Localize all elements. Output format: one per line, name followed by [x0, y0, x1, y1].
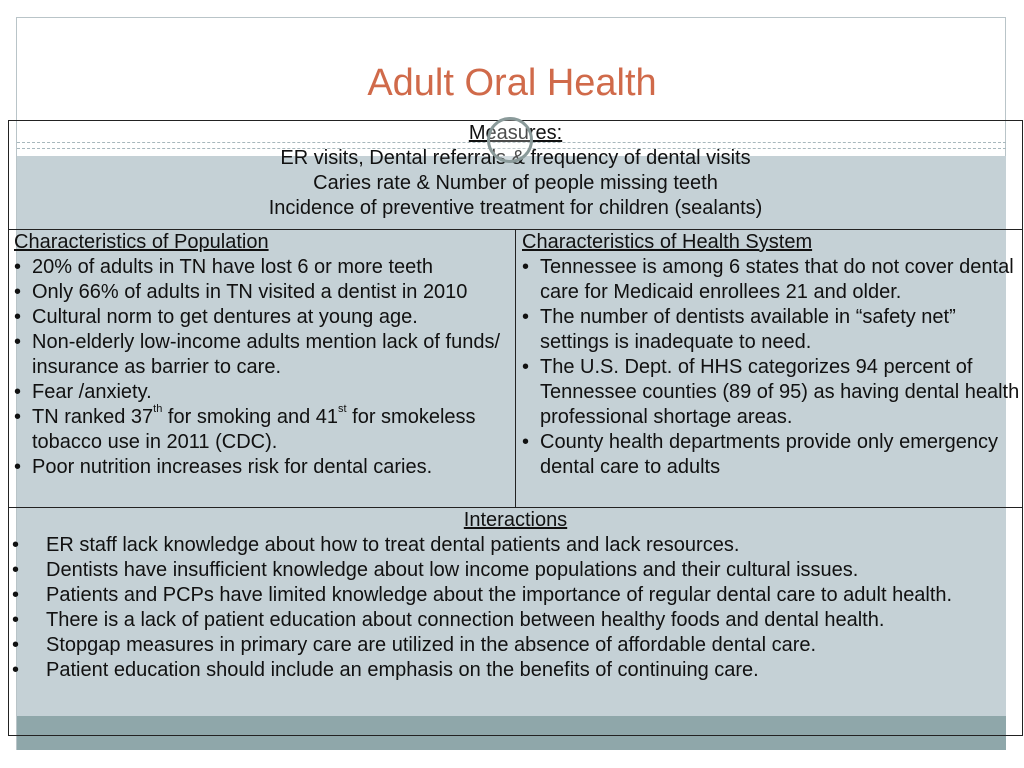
smoking-text-a: TN ranked 37	[32, 406, 154, 428]
content-table	[8, 120, 1023, 736]
population-list	[14, 255, 515, 480]
interactions-cell	[9, 508, 1023, 736]
list-item: • ER staff lack knowledge about how to treat dental patients and lack resources.	[9, 533, 1022, 558]
list-item: • Patients and PCPs have limited knowledge about the importance of regular dental care to adult health.	[9, 583, 1022, 608]
list-item	[14, 405, 515, 455]
list-item: • Dentists have insufficient knowledge about low income populations and their cultural issues.	[9, 558, 1022, 583]
ordinal-suffix: st	[338, 403, 347, 416]
interactions-list	[9, 533, 1022, 683]
list-item: • Stopgap measures in primary care are utilized in the absence of affordable dental care.	[9, 633, 1022, 658]
slide-title: Adult Oral Health	[367, 62, 657, 104]
ordinal-suffix: th	[153, 403, 163, 416]
measures-line: Incidence of preventive treatment for children (sealants)	[268, 197, 763, 219]
health-system-heading: Characteristics of Health System	[522, 231, 813, 253]
list-item: • Only 66% of adults in TN visited a dentist in 2010	[14, 280, 515, 305]
measures-heading: Measures:	[468, 122, 563, 144]
list-item: • Fear /anxiety.	[14, 380, 515, 405]
population-cell	[9, 230, 516, 508]
interactions-heading: Interactions	[463, 509, 568, 531]
list-item: • Patient education should include an emphasis on the benefits of continuing care.	[9, 658, 1022, 683]
list-item: • Non-elderly low-income adults mention lack of funds/ insurance as barrier to care.	[14, 330, 515, 380]
list-item: • The U.S. Dept. of HHS categorizes 94 percent of Tennessee counties (89 of 95) as having dental health professional shortage areas.	[522, 355, 1022, 430]
list-item: • 20% of adults in TN have lost 6 or more teeth	[14, 255, 515, 280]
list-item: • County health departments provide only emergency dental care to adults	[522, 430, 1022, 480]
list-item: • Cultural norm to get dentures at young age.	[14, 305, 515, 330]
list-item: • Poor nutrition increases risk for dental caries.	[14, 455, 515, 480]
list-item: • Tennessee is among 6 states that do not cover dental care for Medicaid enrollees 21 and older.	[522, 255, 1022, 305]
measures-line: Caries rate & Number of people missing teeth	[313, 172, 718, 194]
health-system-cell	[516, 230, 1023, 508]
smoking-text-c: for smokeless tobacco use in 2011 (CDC).	[32, 406, 476, 453]
list-item: • There is a lack of patient education about connection between healthy foods and dental health.	[9, 608, 1022, 633]
population-heading: Characteristics of Population	[14, 231, 269, 253]
health-system-list	[522, 255, 1022, 480]
list-item: • The number of dentists available in “safety net” settings is inadequate to need.	[522, 305, 1022, 355]
circle-ornament	[487, 117, 533, 163]
measures-line: ER visits, Dental referrals & frequency of dental visits	[280, 147, 751, 169]
smoking-text-b: for smoking and 41	[162, 406, 339, 428]
